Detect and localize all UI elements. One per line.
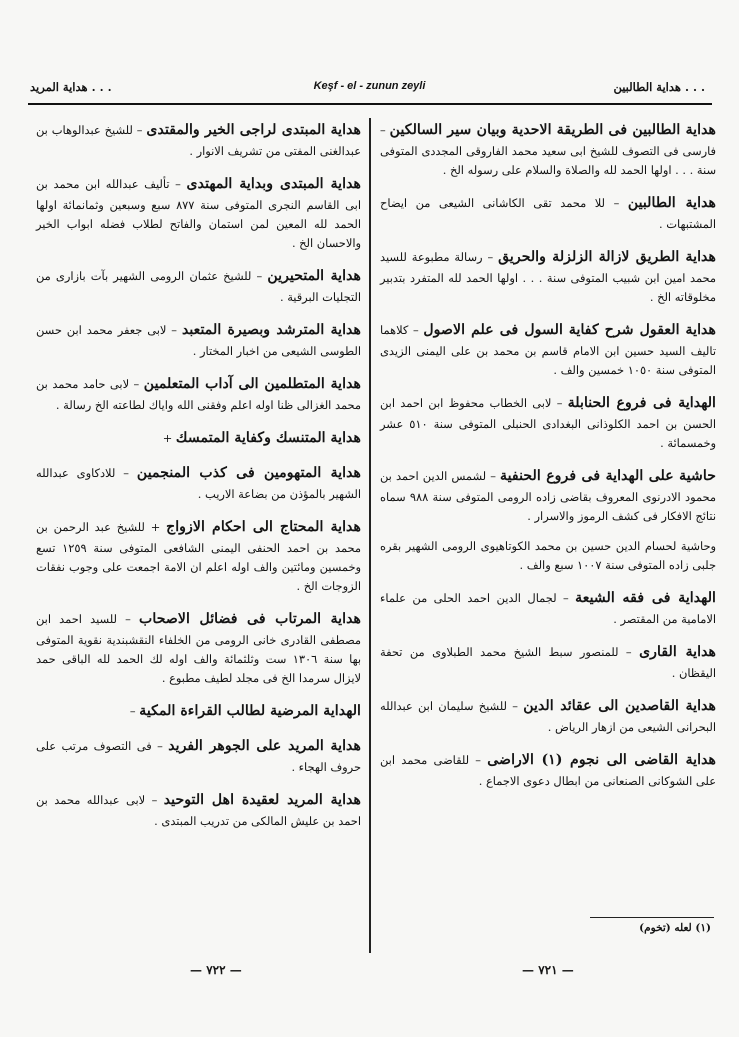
bibliography-entry (380, 640, 716, 683)
entry-title: هداية المحتاج الى احكام الازواج (166, 519, 361, 535)
entry-text: – لابى عبدالله محمد بن احمد بن عليش المالكى من تدريب المبتدى . (36, 793, 361, 828)
bibliography-entry (36, 607, 361, 688)
entry-title: هداية المبتدى لراجى الخير والمقتدى (146, 122, 361, 138)
entry-title: هداية الطالبين فى الطريقة الاحدية وبيان سير السالكين (389, 122, 717, 138)
entry-title: هداية المريد لعقيدة اهل التوحيد (163, 792, 361, 808)
bibliography-entry (36, 372, 361, 415)
entry-text: – لابى حامد محمد بن محمد الغزالى ظنا اوله اعلم وفقنى الله واياك لطاعته الخ رسالة . (36, 377, 361, 412)
running-header-center: Keşf - el - zunun zeyli (313, 80, 426, 92)
bibliography-entry (36, 172, 361, 253)
right-column (380, 118, 716, 802)
bibliography-entry (380, 537, 716, 575)
bibliography-entry (36, 461, 361, 504)
entry-text: + للشيخ عبد الرحمن بن محمد بن احمد الحنفى اليمنى الشافعى المتوفى سنة ١٢٥٩ تسع وخمسين ومائتين والف اوله اعلم ان الامة اجمعت على وجوب نفقات الزوجات الخ . (36, 520, 362, 593)
entry-title: هداية المتهومين فى كذب المنجمين (136, 465, 362, 481)
entry-text: – فى التصوف مرتب على حروف الهجاء . (36, 739, 361, 774)
entry-title: هداية العقول شرح كفاية السول فى علم الاصول (423, 322, 716, 338)
entry-text: – للسيد احمد ابن مصطفى القادرى خانى الرومى من الخلفاء النقشبندية نقوية المتوفى بها سنة ١٣٠٦ ست وثلثمائة والف اوله لك الحمد لله الباقى حمد لايزال سرمدا الخ فى مجلد لطيف مطبوع . (36, 612, 361, 685)
bibliography-entry (36, 118, 361, 161)
entry-text: – للا محمد تقى الكاشانى الشيعى من ايضاح المشتبهات . (380, 196, 716, 231)
entry-title: هداية الطالبين (627, 195, 717, 211)
entry-text: – للشيخ عبدالوهاب بن عبدالغنى المفتى من تشريف الانوار . (36, 123, 361, 158)
entry-text: – لشمس الدين احمد بن محمود الادرنوى المعروف بقاضى زاده الرومى المتوفى سنة ٩٨٨ سماه نتائج الافكار فى كشف الرموز والاسرار . (380, 469, 716, 523)
entry-title: هداية المرتاب فى فضائل الاصحاب (139, 611, 362, 627)
entry-text: – للشيخ عثمان الرومى الشهير بآت بازارى من التجليات البرقية . (36, 269, 361, 304)
bibliography-entry (380, 318, 716, 380)
column-divider (369, 118, 371, 953)
entry-text: – للادكاوى عبدالله الشهير بالمؤذن من بضاعة الاريب . (36, 466, 361, 501)
entry-title: هداية المتحيرين (267, 268, 361, 284)
entry-text: – للشيخ سليمان ابن عبدالله البحرانى الشيعى من ازهار الرياض . (380, 699, 716, 734)
entry-text: + (162, 431, 173, 445)
entry-text: وحاشية لحسام الدين حسين بن محمد الكوتاهيوى الرومى الشهير بقره جلبى زاده المتوفى سنة ١٠٠٧ سبع والف . (380, 539, 716, 572)
bibliography-entry (380, 118, 716, 180)
entry-title: هداية القارى (639, 644, 716, 660)
entry-title: الهداية المرضية لطالب القراءة المكية (139, 703, 361, 719)
entry-text: – للمنصور سبط الشيخ محمد الطبلاوى من تحفة اليقظان . (380, 645, 716, 680)
footnote-rule (590, 917, 714, 918)
entry-title: هداية القاضى الى نجوم (١) الاراضى (487, 752, 716, 768)
bibliography-entry (36, 264, 361, 307)
running-header-left: هداية المريد . . . (30, 80, 112, 94)
bibliography-entry (380, 748, 716, 791)
left-column (36, 118, 361, 842)
entry-text: – لجمال الدين احمد الحلى من علماء الامامية من المقتصر . (380, 591, 716, 626)
bibliography-entry (380, 191, 716, 234)
running-header-right: هداية الطالبين . . . (613, 80, 705, 94)
bibliography-entry (36, 318, 361, 361)
entry-title: حاشية على الهداية فى فروع الحنفية (500, 468, 717, 484)
entry-title: هداية المتطلمين الى آداب المتعلمين (143, 376, 361, 392)
bibliography-entry (36, 788, 361, 831)
entry-title: الهداية فى فقه الشيعة (575, 590, 716, 606)
entry-text: – للقاضى محمد ابن على الشوكانى الصنعانى من ابطال دعوى الاجماع . (380, 753, 716, 788)
entry-title: هداية الطريق لازالة الزلزلة والحريق (498, 249, 716, 265)
entry-title: هداية المريد على الجوهر الفريد (168, 738, 361, 754)
bibliography-entry (380, 245, 716, 307)
entry-title: هداية المترشد وبصيرة المتعبد (181, 322, 361, 338)
header-rule (28, 103, 712, 105)
bibliography-entry (36, 515, 361, 596)
bibliography-entry (36, 426, 361, 450)
entry-title: هداية القاصدين الى عقائد الدين (523, 698, 716, 714)
entry-text: – تأليف عبدالله ابن محمد بن ابى القاسم النجرى المتوفى سنة ٨٧٧ سبع وسبعين وثمانمائة اولها الحمد لله المعين لمن استمان والفاتح لطلاب فضله ابواب الخير والاحسان الخ . (36, 177, 361, 250)
bibliography-entry (36, 699, 361, 723)
bibliography-entry (36, 734, 361, 777)
entry-text: – فارسى فى التصوف للشيخ ابى سعيد محمد الفاروقى المجددى المتوفى سنة . . . اولها الحمد لله والصلاة والسلام على رسوله الخ . (380, 123, 716, 177)
bibliography-entry (380, 464, 716, 526)
entry-text: – كلاهما تاليف السيد حسين ابن الامام قاسم بن محمد بن على اليمنى الزيدى المتوفى سنة ١٠٥٠ خمسين والف . (380, 323, 716, 377)
page-number-right: — ٧٢١ — (522, 963, 574, 977)
page-number-left: — ٧٢٢ — (190, 963, 242, 977)
bibliography-entry (380, 694, 716, 737)
entry-text: – رسالة مطبوعة للسيد محمد امين ابن شبيب المتوفى سنة . . . اولها الحمد لله المتفرد بتدبير مخلوقاته الخ . (380, 250, 716, 304)
bibliography-entry (380, 586, 716, 629)
entry-text: – لابى الخطاب محفوظ ابن احمد ابن الحسن بن احمد الكلوذانى البغدادى الحنبلى المتوفى سنة ٥١٠ عشر وخمسمائة . (380, 396, 716, 450)
entry-title: هداية المبتدى وبداية المهتدى (186, 176, 361, 192)
bibliography-entry (380, 391, 716, 453)
footnote: (١) لعله (تخوم) (639, 922, 711, 934)
entry-text: – لابى جعفر محمد ابن حسن الطوسى الشيعى من اخبار المختار . (36, 323, 361, 358)
entry-title: الهداية فى فروع الحنابلة (567, 395, 717, 411)
entry-text: – (129, 704, 136, 718)
entry-title: هداية المتنسك وكفاية المتمسك (175, 430, 361, 446)
